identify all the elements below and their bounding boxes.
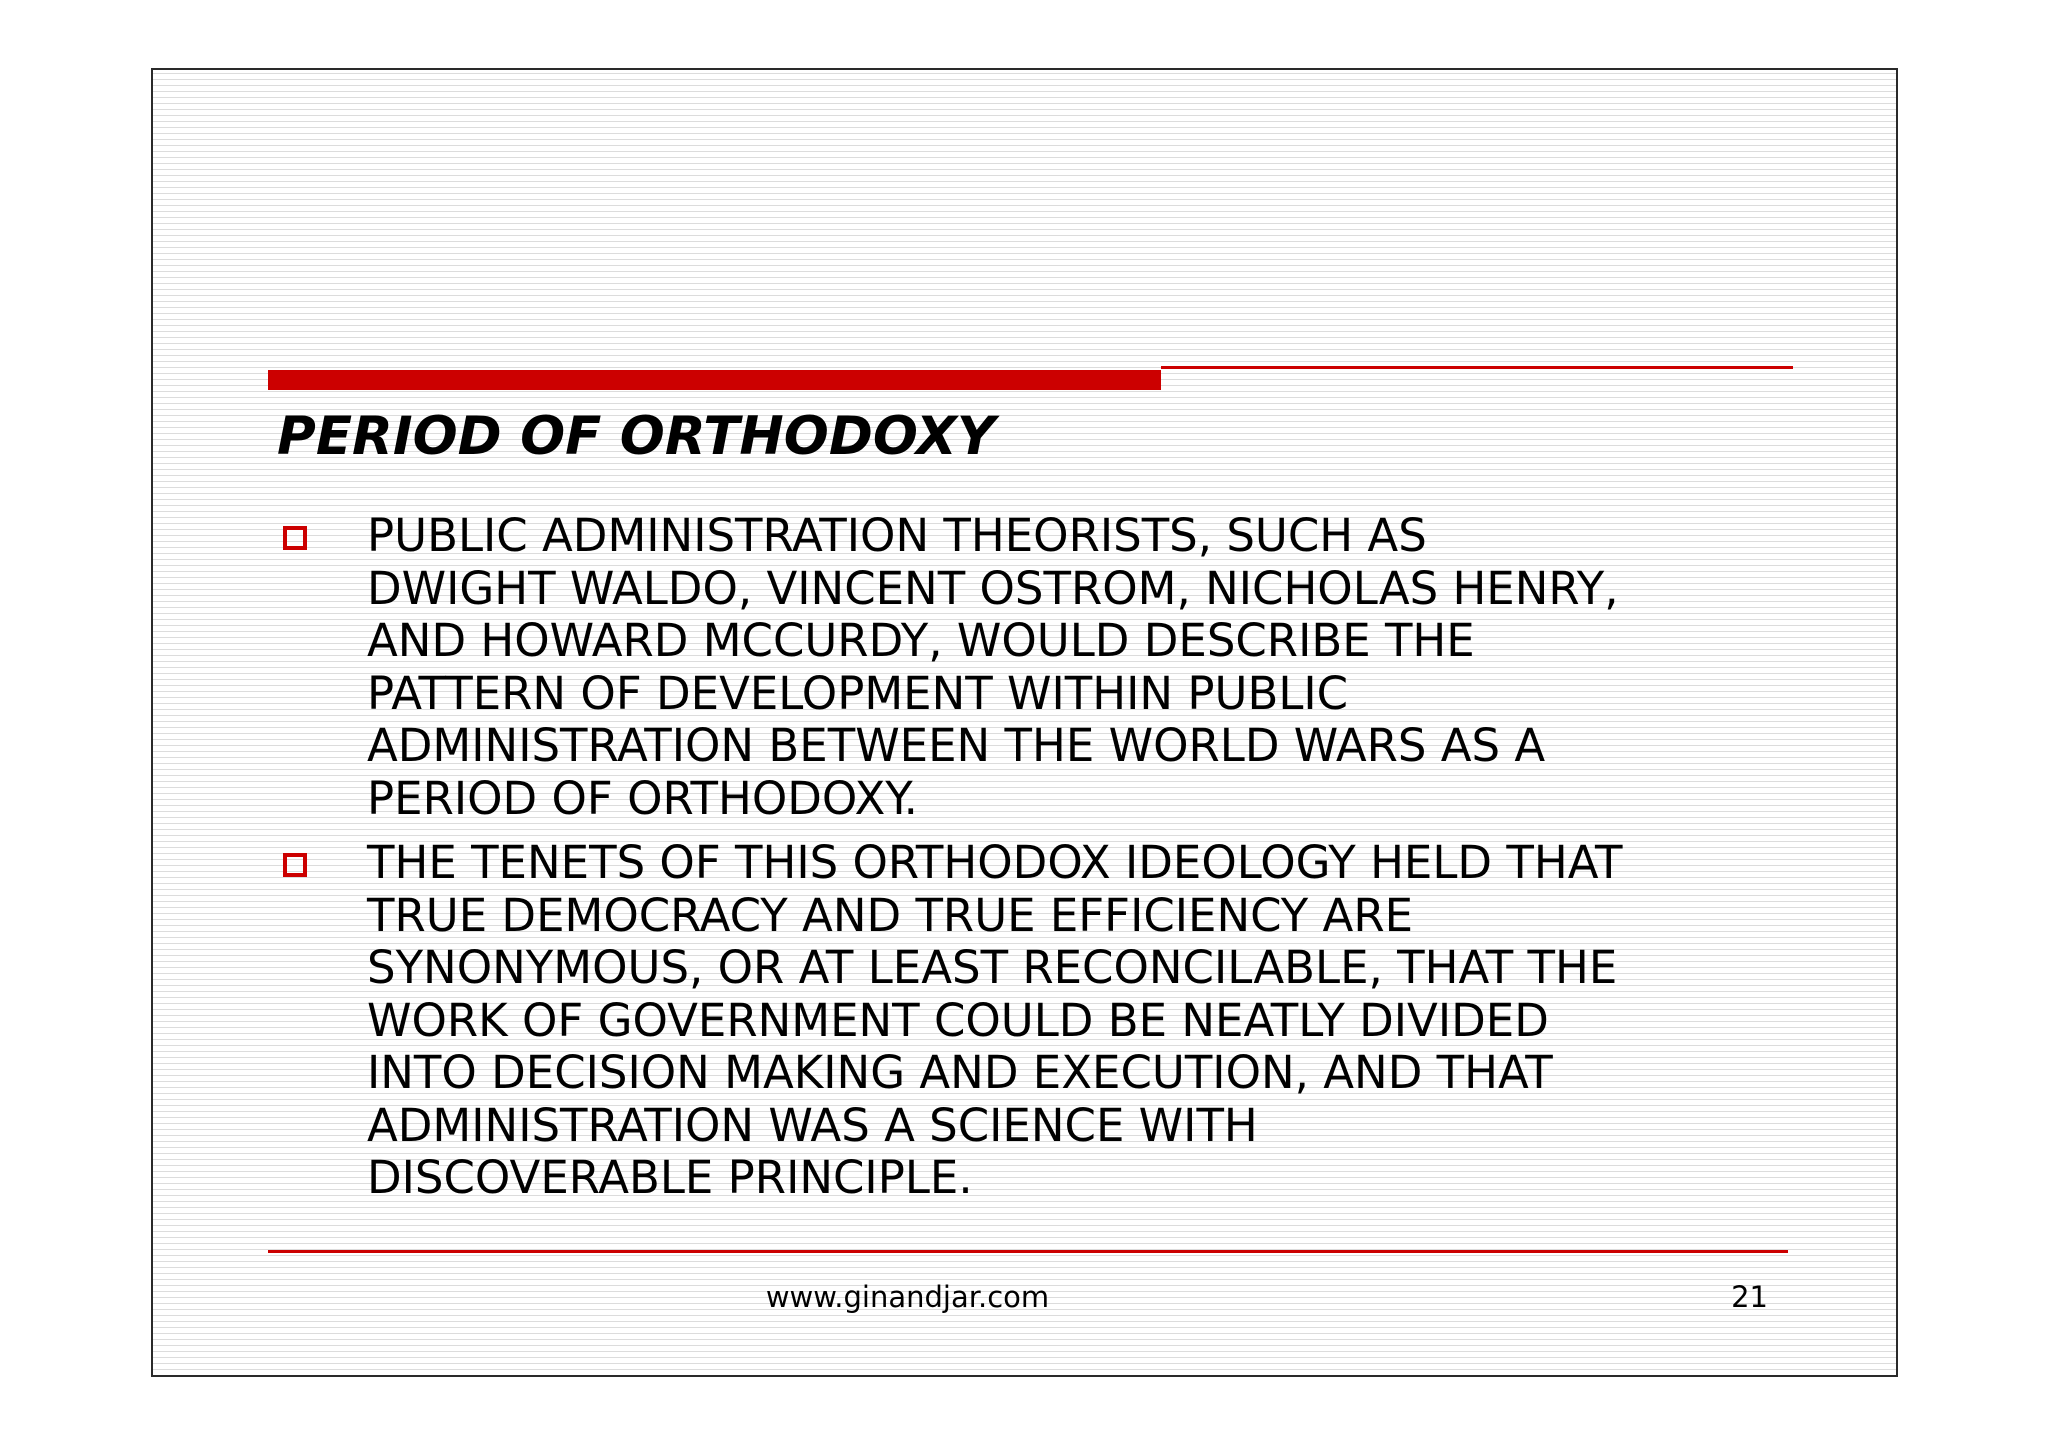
- footer-divider: [268, 1250, 1788, 1253]
- bullet-item: [279, 510, 1839, 825]
- bullet-line: ADMINISTRATION BETWEEN THE WORLD WARS AS A: [367, 719, 1546, 772]
- hollow-square-icon: [283, 526, 307, 550]
- bullet-line: DWIGHT WALDO, VINCENT OSTROM, NICHOLAS HENRY,: [367, 561, 1619, 615]
- bullet-line: SYNONYMOUS, OR AT LEAST RECONCILABLE, THAT THE: [367, 941, 1618, 994]
- title-accent-bar: [268, 370, 1161, 390]
- bullet-line: PATTERN OF DEVELOPMENT WITHIN PUBLIC: [367, 666, 1349, 720]
- page-number: 21: [1731, 1280, 1768, 1314]
- bullet-item: [279, 837, 1839, 1205]
- bullet-line: DISCOVERABLE PRINCIPLE.: [367, 1151, 973, 1204]
- bullet-line: PERIOD OF ORTHODOXY.: [367, 771, 918, 825]
- bullet-line: ADMINISTRATION WAS A SCIENCE WITH: [367, 1098, 1258, 1152]
- footer-url: www.ginandjar.com: [765, 1280, 1050, 1314]
- title-accent-line: [1161, 366, 1793, 369]
- slide-title: PERIOD OF ORTHODOXY: [277, 406, 996, 467]
- bullet-line: TRUE DEMOCRACY AND TRUE EFFICIENCY ARE: [367, 888, 1414, 942]
- bullet-list: [279, 510, 1839, 1217]
- bullet-line: PUBLIC ADMINISTRATION THEORISTS, SUCH AS: [367, 509, 1427, 562]
- hollow-square-icon: [283, 853, 307, 877]
- bullet-line: WORK OF GOVERNMENT COULD BE NEATLY DIVIDED: [367, 993, 1549, 1047]
- bullet-line: INTO DECISION MAKING AND EXECUTION, AND THAT: [367, 1046, 1553, 1099]
- slide: [151, 68, 1898, 1377]
- bullet-line: AND HOWARD MCCURDY, WOULD DESCRIBE THE: [367, 614, 1475, 667]
- bullet-line: THE TENETS OF THIS ORTHODOX IDEOLOGY HELD THAT: [367, 836, 1623, 889]
